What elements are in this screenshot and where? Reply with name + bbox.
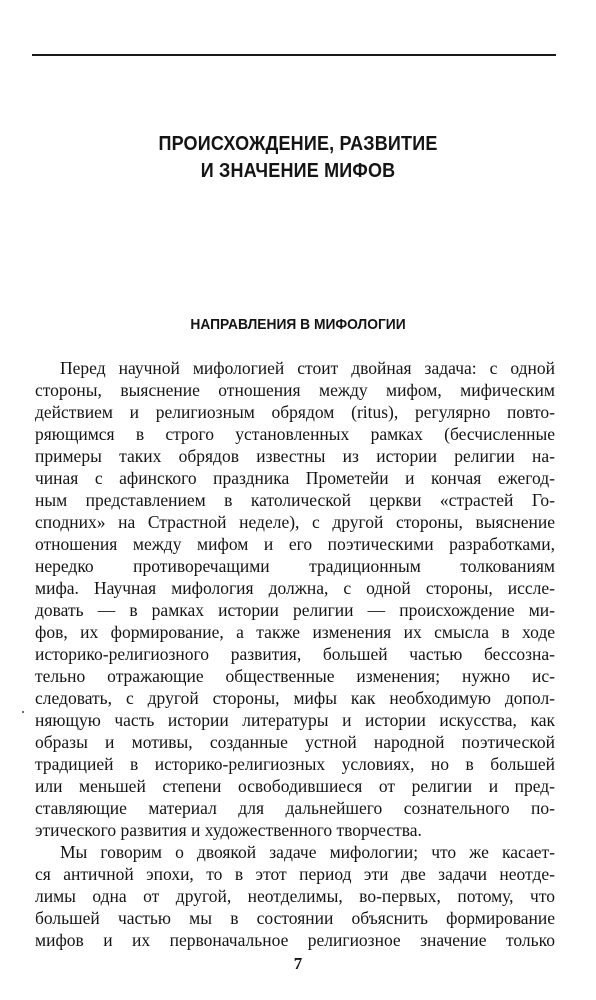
section-title: НАПРАВЛЕНИЯ В МИФОЛОГИИ [190,316,406,333]
text-line: стороны, выяснение отношения между мифом, мифическим [35,380,555,400]
text-line: примеры таких обрядов известны из истории религии на- [35,446,555,466]
text-line: Перед научной мифологией стоит двойная задача: с одной [60,358,555,378]
text-line: Мы говорим о двоякой задаче мифологии; что же касает- [60,842,555,862]
text-line: ся античной эпохи, то в этот период эти две задачи неотде- [35,864,555,884]
chapter-title-line-2: И ЗНАЧЕНИЕ МИФОВ [200,160,396,182]
text-line: ряющимся в строго установленных рамках (бесчисленные [35,424,555,444]
text-line: следовать, с другой стороны, мифы как необходимую допол- [35,688,555,708]
text-line: историко-религиозного развития, большей частью бессозна- [35,644,555,664]
text-line: большей частью мы в состоянии объяснить формирование [35,908,555,928]
text-line: няющую часть истории литературы и истории искусства, как [35,710,555,730]
paragraph [35,841,555,951]
text-line: фов, их формирование, а также изменения их смысла в ходе [35,622,555,642]
text-line: ставляющие материал для дальнейшего сознательного по- [35,798,555,818]
chapter-title-line-1: ПРОИСХОЖДЕНИЕ, РАЗВИТИЕ [158,133,438,155]
body-text [35,357,555,951]
paragraph [35,357,555,841]
text-line: традицией в историко-религиозных условиях, но в большей [35,754,555,774]
text-line: или меньшей степени освободившиеся от религии и пред- [35,776,555,796]
text-line: довать — в рамках истории религии — происхождение ми- [35,600,555,620]
text-line: отношения между мифом и его поэтическими разработками, [35,534,555,554]
text-line: сподних» на Страстной неделе), с другой стороны, выяснение [35,512,555,532]
text-line: мифов и их первоначальное религиозное значение только [35,930,555,950]
text-line: действием и религиозным обрядом (ritus), регулярно повто- [35,402,555,422]
text-line: ным представлением в католической церкви «страстей Го- [35,490,555,510]
scan-speck [22,711,24,713]
text-line: лимы одна от другой, неотделимы, во-первых, потому, что [35,886,555,906]
top-rule [32,54,556,56]
text-line: чиная с афинского праздника Прометейи и кончая ежегод- [35,468,555,488]
text-line: образы и мотивы, созданные устной народной поэтической [35,732,555,752]
text-line: этического развития и художественного творчества. [35,820,422,840]
text-line: нередко противоречащими традиционным толкованиям [35,556,555,576]
chapter-title [30,131,566,185]
text-line: мифа. Научная мифология должна, с одной стороны, иссле- [35,578,555,598]
page-number: 7 [293,954,303,973]
text-line: тельно отражающие общественные изменения; нужно ис- [35,666,555,686]
